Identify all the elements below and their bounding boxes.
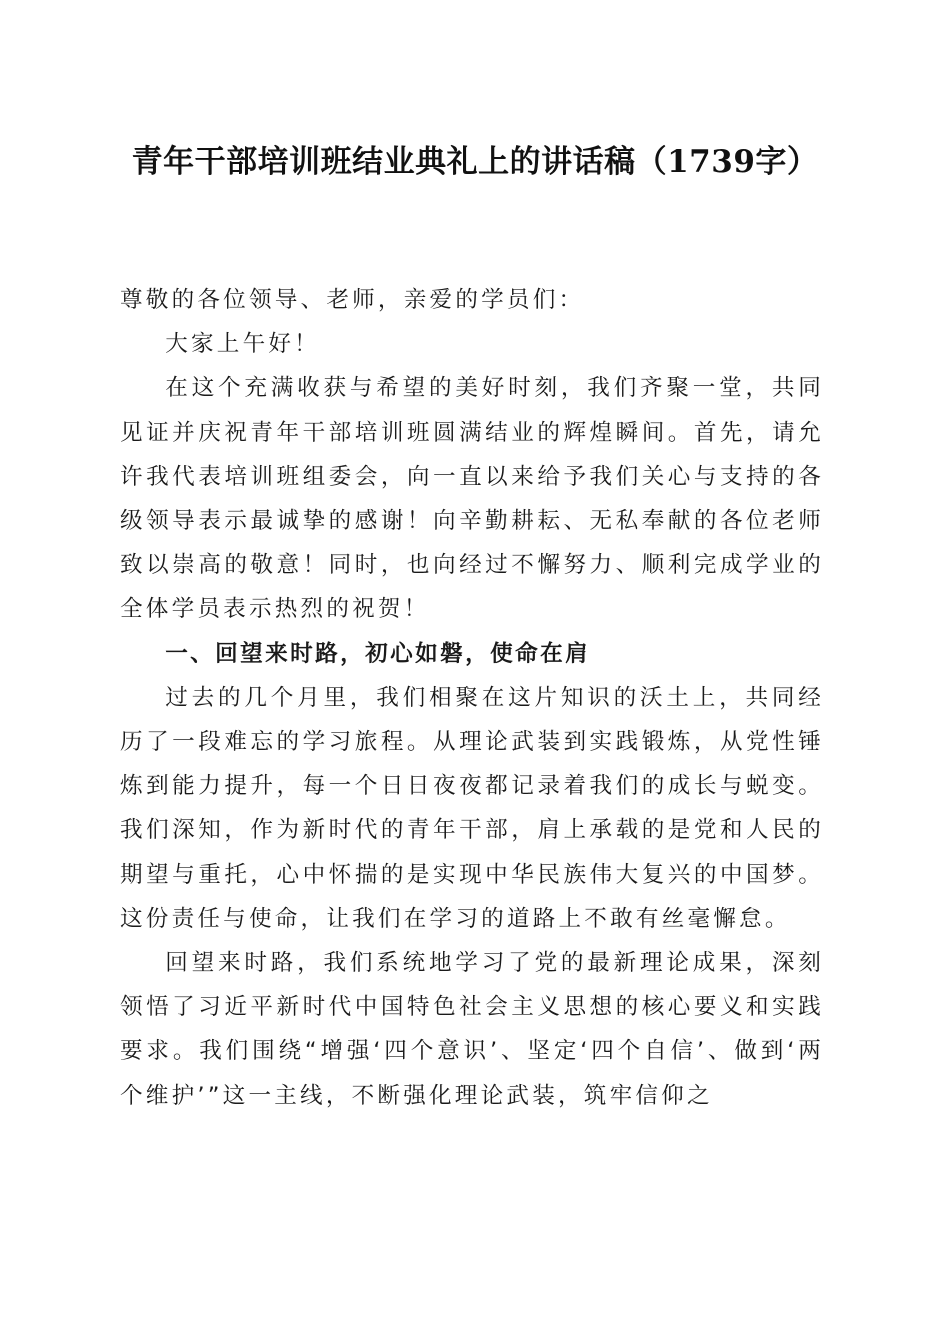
section-heading: 一、回望来时路，初心如磐，使命在肩	[165, 640, 591, 667]
document-body	[120, 278, 824, 1118]
salutation: 尊敬的各位领导、老师，亲爱的学员们：	[120, 287, 585, 313]
greeting: 大家上午好！	[165, 331, 320, 358]
paragraph: 在这个充满收获与希望的美好时刻，我们齐聚一堂，共同见证并庆祝青年干部培训班圆满结业的辉煌瞬间。首先，请允许我代表培训班组委会，向一直以来给予我们关心与支持的各级领导表示最诚挚的感谢！向辛勤耕耘、无私奉献的各位老师致以崇高的敬意！同时，也向经过不懈努力、顺利完成学业的全体学员表示热烈的祝贺！	[120, 375, 824, 623]
paragraph: 过去的几个月里，我们相聚在这片知识的沃土上，共同经历了一段难忘的学习旅程。从理论武装到实践锻炼，从党性锤炼到能力提升，每一个日日夜夜都记录着我们的成长与蜕变。我们深知，作为新时代的青年干部，肩上承载的是党和人民的期望与重托，心中怀揣的是实现中华民族伟大复兴的中国梦。这份责任与使命，让我们在学习的道路上不敢有丝毫懈怠。	[120, 684, 824, 932]
document-title: 青年干部培训班结业典礼上的讲话稿（1739字）	[131, 144, 819, 180]
paragraph: 回望来时路，我们系统地学习了党的最新理论成果，深刻领悟了习近平新时代中国特色社会主义思想的核心要义和实践要求。我们围绕“增强‘四个意识’、坚定‘四个自信’、做到‘两个维护’”这一主线，不断强化理论武装，筑牢信仰之	[120, 950, 824, 1109]
